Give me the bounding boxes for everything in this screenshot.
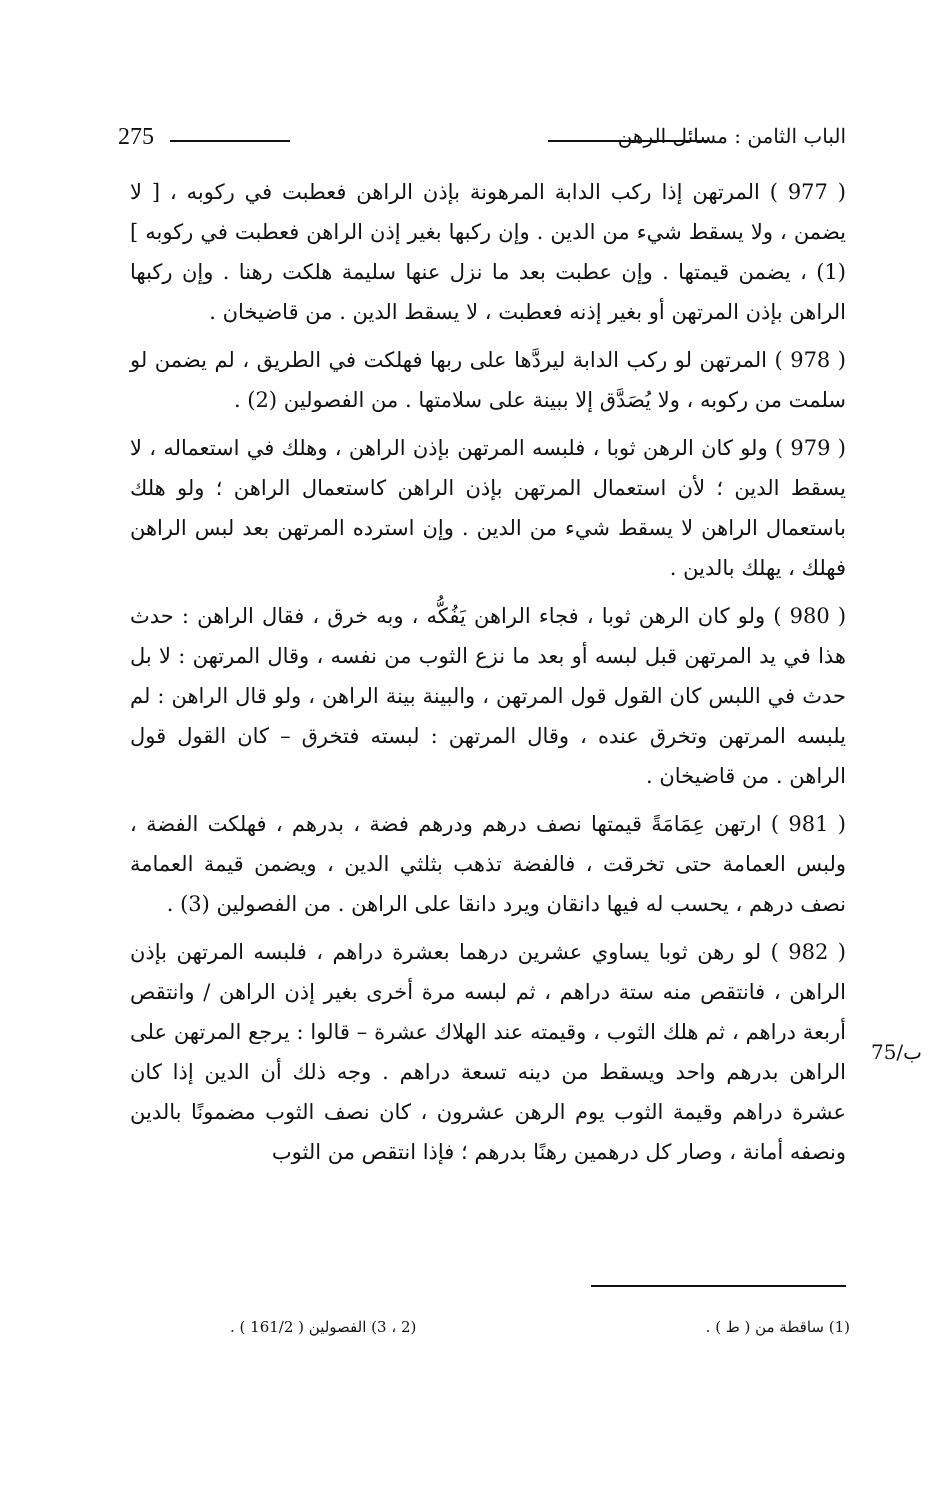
folio-margin-note: 75/ب — [870, 1040, 922, 1064]
footnote-separator — [591, 1285, 846, 1287]
chapter-title: الباب الثامن : مسائل الرهن — [617, 124, 846, 148]
paragraph-979: ( 979 ) ولو كان الرهن ثوبا ، فلبسه المرتهن بإذن الراهن ، وهلك في استعماله ، لا يسقط الدين ؛ لأن استعمال المرتهن بإذن الراهن كاستعمال الراهن ؛ ولو هلك باستعمال الراهن لا يسقط شيء من الدين . وإن استرده المرتهن بعد لبس الراهن فهلك ، يهلك بالدين . — [130, 436, 846, 580]
footnote-2-3: (2 ، 3) الفصولين ( 161/2 ) . — [230, 1318, 417, 1336]
header-rule-left — [170, 140, 290, 142]
page-header — [118, 118, 846, 158]
paragraph-982: ( 982 ) لو رهن ثوبا يساوي عشرين درهما بعشرة دراهم ، فلبسه المرتهن بإذن الراهن ، فانتقص منه ستة دراهم ، ثم لبسه مرة أخرى بغير إذن الراهن / وانتقص أربعة دراهم ، ثم هلك الثوب ، وقيمته عند الهلاك عشرة – قالوا : يرجع المرتهن على الراهن بدرهم واحد ويسقط من دينه تسعة دراهم . وجه ذلك أن الدين إذا كان عشرة دراهم وقيمة الثوب يوم الرهن عشرون ، كان نصف الثوب مضمونًا بالدين ونصفه أمانة ، وصار كل درهمين رهنًا بدرهم ؛ فإذا انتقص من الثوب — [130, 940, 846, 1164]
paragraph-977: ( 977 ) المرتهن إذا ركب الدابة المرهونة بإذن الراهن فعطبت في ركوبه ، [ لا يضمن ، ولا يسقط شيء من الدين . وإن ركبها بغير إذن الراهن فعطبت في ركوبه ] (1) ، يضمن قيمتها . وإن عطبت بعد ما نزل عنها سليمة هلكت رهنا . وإن ركبها الراهن بإذن المرتهن أو بغير إذنه فعطبت ، لا يسقط الدين . من قاضيخان . — [130, 180, 846, 324]
paragraph-980: ( 980 ) ولو كان الرهن ثوبا ، فجاء الراهن يَفُكُّه ، وبه خرق ، فقال الراهن : حدث هذا في يد المرتهن قبل لبسه أو بعد ما نزع الثوب من نفسه ، وقال المرتهن : لا بل حدث في اللبس كان القول قول المرتهن ، والبينة بينة الراهن ، ولو قال الراهن : لم يلبسه المرتهن وتخرق عنده ، وقال المرتهن : لبسته فتخرق – كان القول قول الراهن . من قاضيخان . — [130, 604, 847, 788]
footnote-1: (1) ساقطة من ( ط ) . — [705, 1318, 850, 1336]
paragraph-978: ( 978 ) المرتهن لو ركب الدابة ليردَّها على ربها فهلكت في الطريق ، لم يضمن لو سلمت من ركوبه ، ولا يُصَدَّق إلا ببينة على سلامتها . من الفصولين (2) . — [130, 348, 847, 412]
main-text — [130, 172, 846, 1180]
paragraph-981: ( 981 ) ارتهن عِمَامَةً قيمتها نصف درهم ودرهم فضة ، بدرهم ، فهلكت الفضة ، ولبس العمامة حتى تخرقت ، فالفضة تذهب بثلثي الدين ، ويضمن قيمة العمامة نصف درهم ، يحسب له فيها دانقان ويرد دانقا على الراهن . من الفصولين (3) . — [130, 812, 847, 916]
footnotes — [230, 1318, 850, 1348]
page-number: 275 — [118, 124, 154, 150]
